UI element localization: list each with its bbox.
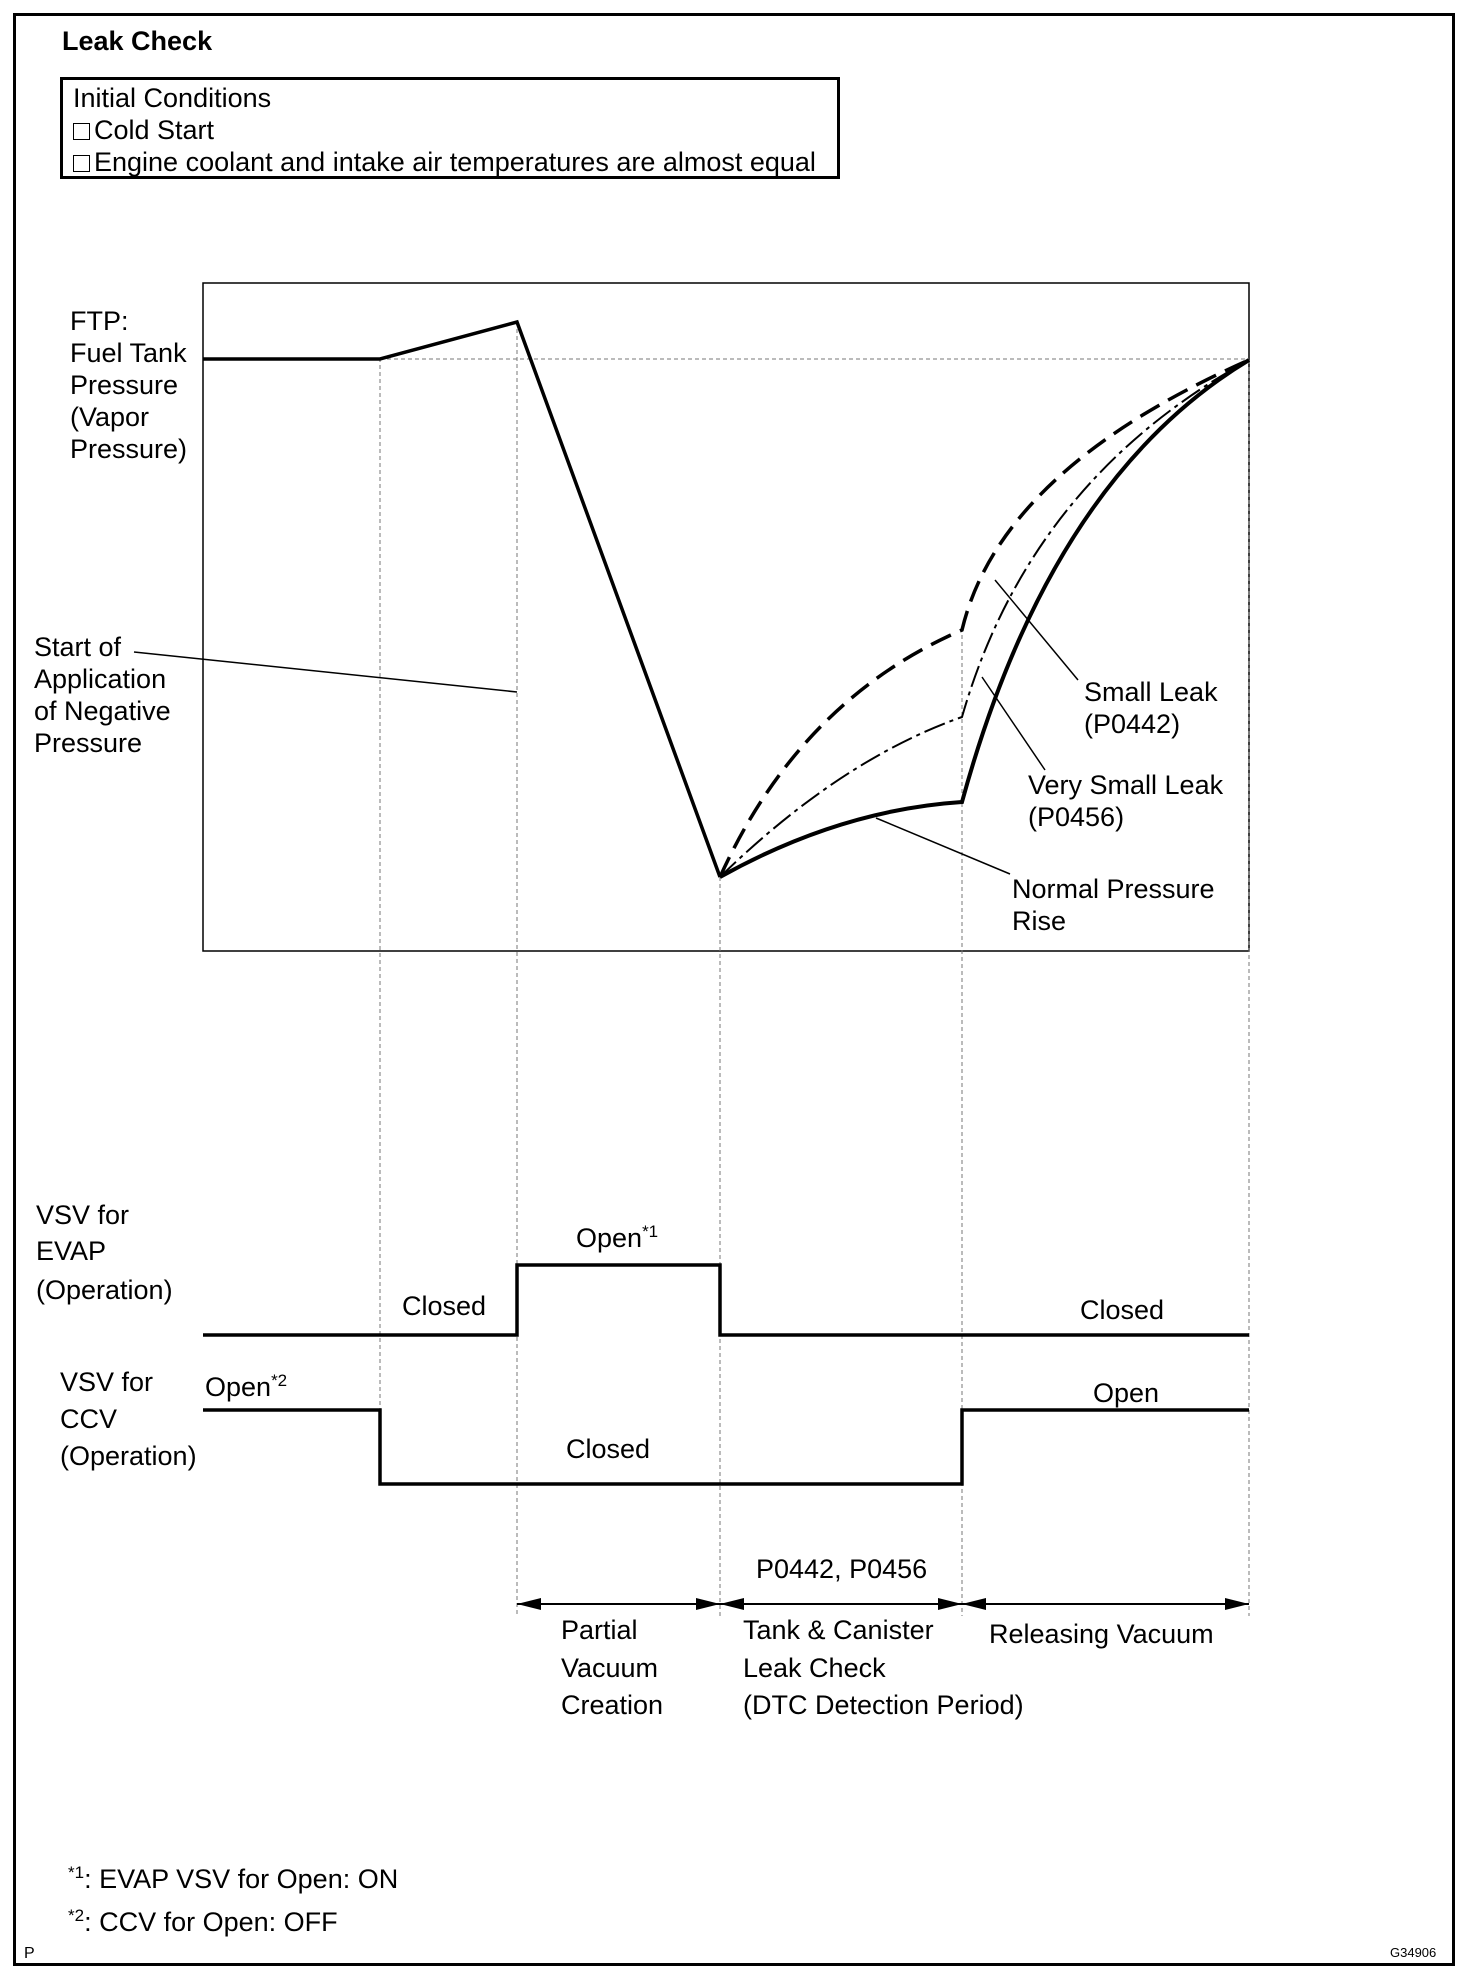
ftp-curve [203, 322, 720, 877]
footnote-1: $^{*1}$: EVAP VSV for Open: ON [68, 1863, 399, 1894]
diagram-title: Leak Check [62, 26, 213, 56]
footnote-2: $^{*2}$: CCV for Open: OFF [68, 1906, 338, 1937]
evap-label-line: VSV for [36, 1200, 130, 1230]
leak-check-label: Tank & Canister [743, 1615, 934, 1645]
figure-id: G34906 [1390, 1945, 1437, 1960]
ccv-open-right: Open [1093, 1378, 1160, 1408]
ccv-open-left: Open$^{*2}$ [205, 1371, 288, 1402]
small-leak-label: Small Leak [1084, 677, 1218, 707]
very-small-leak-code: (P0456) [1028, 802, 1125, 832]
phase-guide-lines [380, 322, 1249, 1616]
ccv-closed: Closed [566, 1434, 651, 1464]
evap-closed-left: Closed [402, 1291, 487, 1321]
releasing-vacuum-label: Releasing Vacuum [989, 1619, 1214, 1649]
ftp-label-line: Pressure) [70, 434, 188, 464]
conditions-heading: Initial Conditions [73, 83, 272, 113]
small-leak-code: (P0442) [1084, 709, 1181, 739]
ccv-vsv-signal [203, 1410, 1249, 1484]
start-label-line: Application [34, 664, 167, 694]
partial-vacuum-label: Vacuum [561, 1653, 659, 1683]
ftp-label-line: FTP: [70, 306, 129, 336]
dtc-codes-label: P0442, P0456 [756, 1554, 928, 1584]
start-label-line: of Negative [34, 696, 171, 726]
condition-item-temperature: Engine coolant and intake air temperatures are almost equal [73, 146, 827, 178]
evap-open: Open$^{*1}$ [576, 1222, 659, 1253]
normal-pressure-label-2: Rise [1012, 906, 1067, 936]
ccv-label-line: CCV [60, 1404, 118, 1434]
leak-check-label: (DTC Detection Period) [743, 1690, 1024, 1720]
evap-closed-right: Closed [1080, 1295, 1165, 1325]
corner-mark: P [24, 1945, 35, 1962]
start-label-line: Start of [34, 632, 122, 662]
ccv-label-line: (Operation) [60, 1441, 197, 1471]
partial-vacuum-label: Partial [561, 1615, 638, 1645]
evap-label-line: (Operation) [36, 1275, 173, 1305]
start-label-line: Pressure [34, 728, 143, 758]
evap-label-line: EVAP [36, 1236, 107, 1266]
ftp-label-line: Fuel Tank [70, 338, 187, 368]
normal-pressure-label: Normal Pressure [1012, 874, 1215, 904]
partial-vacuum-label: Creation [561, 1690, 664, 1720]
very-small-leak-label: Very Small Leak [1028, 770, 1224, 800]
leak-check-label: Leak Check [743, 1653, 886, 1683]
ftp-graph-box [203, 283, 1249, 951]
ccv-label-line: VSV for [60, 1367, 154, 1397]
ftp-label-line: (Vapor [70, 402, 150, 432]
ftp-label-line: Pressure [70, 370, 179, 400]
condition-item-cold-start: Cold Start [73, 114, 827, 146]
